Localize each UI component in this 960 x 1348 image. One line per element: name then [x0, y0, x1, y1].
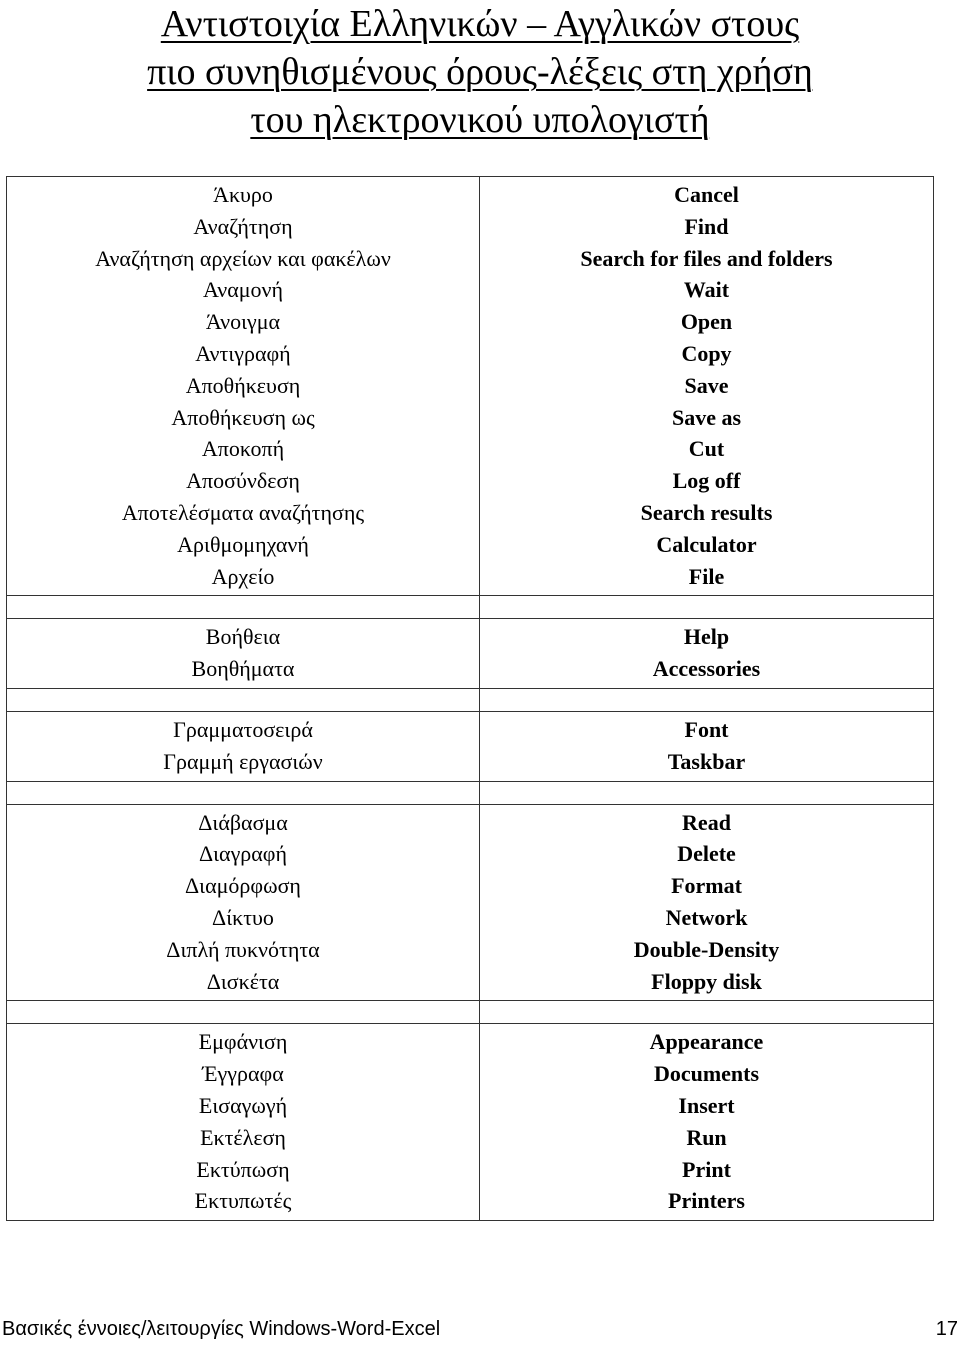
greek-term: Αναζήτηση: [193, 213, 293, 239]
spacer-row: [7, 1001, 934, 1024]
greek-term: Διαγραφή: [198, 841, 288, 867]
greek-term: Βοήθεια: [205, 624, 281, 650]
english-term: Search for files and folders: [580, 245, 833, 271]
term-group-row: [7, 711, 934, 781]
greek-term: Γραμμή εργασιών: [163, 748, 323, 774]
english-term: Search results: [640, 499, 773, 525]
greek-terms-cell: [7, 1024, 480, 1221]
greek-term: Διάβασμα: [198, 809, 288, 835]
greek-term: Δίκτυο: [212, 904, 274, 930]
spacer-cell: [7, 781, 480, 804]
spacer-cell: [480, 1001, 934, 1024]
english-term: Format: [671, 873, 742, 899]
greek-term: Εκτέλεση: [200, 1124, 286, 1150]
footer-text: Βασικές έννοιες/λειτουργίες Windows-Word-Excel: [2, 1318, 441, 1340]
title-line-3: του ηλεκτρονικού υπολογιστή: [250, 99, 710, 141]
english-term: Copy: [681, 340, 732, 366]
greek-term: Αναμονή: [203, 277, 283, 303]
spacer-cell: [480, 781, 934, 804]
terms-table: [6, 176, 934, 1221]
greek-term: Διαμόρφωση: [185, 873, 301, 899]
greek-term: Αποκοπή: [201, 436, 285, 462]
greek-term: Διπλή πυκνότητα: [166, 936, 320, 962]
greek-terms-cell: [7, 177, 480, 596]
greek-term: Αποτελέσματα αναζήτησης: [121, 499, 365, 525]
greek-term: Δισκέτα: [206, 968, 280, 994]
english-term: Cancel: [674, 182, 739, 207]
greek-term: Αποθήκευση: [185, 372, 301, 398]
english-term: Find: [684, 213, 729, 239]
greek-terms-cell: [7, 711, 480, 781]
greek-term: Άνοιγμα: [205, 309, 281, 335]
greek-terms-cell: [7, 619, 480, 689]
spacer-cell: [480, 596, 934, 619]
english-term: Wait: [683, 277, 730, 303]
page-number: 17: [935, 1318, 958, 1340]
english-term: Open: [680, 309, 733, 335]
term-group-row: [7, 1024, 934, 1221]
title-line-1: Αντιστοιχία Ελληνικών – Αγγλικών στους: [160, 3, 800, 45]
english-terms-cell: [480, 711, 934, 781]
spacer-row: [7, 781, 934, 804]
english-terms-cell: [480, 804, 934, 1001]
english-terms-cell: [480, 1024, 934, 1221]
spacer-cell: [7, 1001, 480, 1024]
greek-term: Εμφάνιση: [198, 1029, 288, 1055]
spacer-row: [7, 688, 934, 711]
english-term: Double-Density: [633, 936, 780, 962]
english-term: Network: [665, 904, 748, 930]
english-term: Help: [683, 624, 730, 650]
english-term: Font: [684, 716, 729, 742]
english-term: Documents: [653, 1061, 760, 1087]
greek-term: Έγγραφα: [202, 1061, 284, 1087]
greek-term: Αρχείο: [211, 563, 275, 589]
english-term: Save as: [671, 404, 742, 430]
english-term: Floppy disk: [651, 968, 762, 994]
page-title: [0, 0, 960, 144]
greek-term: Εκτυπωτές: [194, 1188, 292, 1214]
greek-term: Αντιγραφή: [195, 340, 291, 366]
term-group-row: [7, 804, 934, 1001]
english-term: Calculator: [656, 531, 757, 557]
english-terms-cell: [480, 619, 934, 689]
greek-term: Εκτύπωση: [196, 1156, 290, 1182]
english-term: Printers: [668, 1188, 745, 1214]
greek-term: Αναζήτηση αρχείων και φακέλων: [95, 245, 391, 271]
english-term: Log off: [672, 468, 741, 494]
greek-term: Άκυρο: [213, 182, 273, 207]
term-group-row: [7, 177, 934, 596]
spacer-cell: [480, 688, 934, 711]
english-term: Insert: [678, 1092, 735, 1118]
english-term: Accessories: [652, 656, 761, 682]
greek-term: Βοηθήματα: [191, 656, 295, 682]
greek-term: Αριθμομηχανή: [177, 531, 309, 557]
greek-term: Γραμματοσειρά: [173, 716, 313, 742]
english-term: Read: [682, 809, 731, 835]
greek-terms-cell: [7, 804, 480, 1001]
english-term: Appearance: [649, 1029, 764, 1055]
english-term: Cut: [688, 436, 725, 462]
english-term: Delete: [677, 841, 736, 867]
greek-term: Αποσύνδεση: [186, 468, 300, 494]
page-footer: [0, 1318, 960, 1348]
spacer-row: [7, 596, 934, 619]
greek-term: Εισαγωγή: [198, 1092, 288, 1118]
english-term: Taskbar: [667, 748, 746, 774]
spacer-cell: [7, 596, 480, 619]
greek-term: Αποθήκευση ως: [171, 404, 315, 430]
title-line-2: πιο συνηθισμένους όρους-λέξεις στη χρήση: [147, 51, 813, 93]
english-terms-cell: [480, 177, 934, 596]
spacer-cell: [7, 688, 480, 711]
term-group-row: [7, 619, 934, 689]
english-term: Run: [686, 1124, 727, 1150]
english-term: Save: [684, 372, 729, 398]
english-term: Print: [682, 1156, 731, 1182]
english-term: File: [688, 563, 725, 589]
